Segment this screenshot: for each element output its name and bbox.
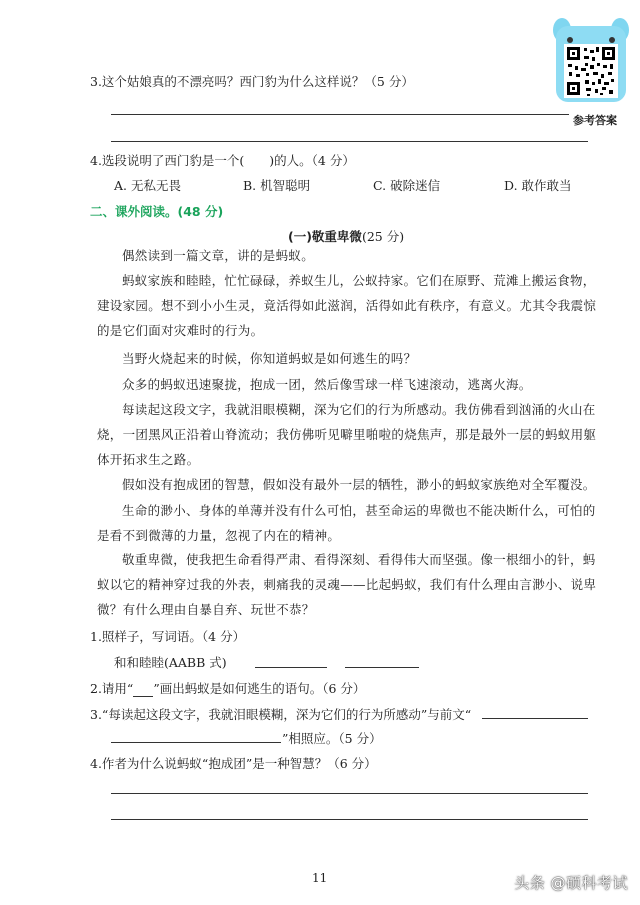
passage-paragraph: 众多的蚂蚁迅速聚拢，抱成一团，然后像雪球一样飞速滚动，逃离火海。	[122, 377, 532, 392]
passage-paragraph: 当野火烧起来的时候，你知道蚂蚁是如何逃生的吗？	[122, 351, 417, 366]
answer-label: 参考答案	[573, 114, 617, 127]
exercise-4: 4.作者为什么说蚂蚁“抱成团”是一种智慧？（6 分）	[90, 756, 377, 771]
answer-line[interactable]	[111, 793, 588, 794]
qr-code-icon	[552, 16, 630, 108]
question-4-prior: 4.选段说明了西门豹是一个( )的人。（4 分）	[90, 153, 355, 168]
answer-line[interactable]	[111, 114, 569, 115]
question-3-prior: 3.这个姑娘真的不漂亮吗？西门豹为什么这样说？（5 分）	[90, 74, 414, 89]
section-heading: 二、课外阅读。(48 分)	[90, 204, 224, 219]
passage-title-text: (一)敬重卑微	[288, 229, 362, 244]
passage-paragraph: 生命的渺小、身体的单薄并没有什么可怕，甚至命运的卑微也不能决断什么，可怕的是看不到微薄的力量，忽视了内在的精神。	[97, 503, 596, 543]
page-number: 11	[312, 871, 328, 885]
passage-score: (25 分)	[361, 229, 405, 244]
exercise-1-blank-2[interactable]	[345, 667, 419, 668]
exercise-3-before: 3.“每读起这段文字，我就泪眼模糊，深为它们的行为所感动”与前文“	[90, 707, 472, 722]
exercise-3-blank-1[interactable]	[482, 718, 588, 719]
exercise-3	[90, 705, 471, 723]
passage-paragraph: 每读起这段文字，我就泪眼模糊，深为它们的行为所感动。我仿佛看到汹涌的火山在烧，一团黑风正沿着山脊流动；我仿佛听见噼里啪啦的烧焦声，那是最外一层的蚂蚁用躯体开拓求生之路。	[97, 402, 597, 467]
exercise-2-after: ”画出蚂蚁是如何逃生的语句。（6 分）	[153, 681, 366, 696]
passage-paragraph: 假如没有抱成团的智慧，假如没有最外一层的牺牲，渺小的蚂蚁家族绝对全军覆没。	[122, 477, 596, 492]
exercise-2	[90, 679, 365, 697]
answer-line[interactable]	[111, 819, 588, 820]
answer-qr-badge[interactable]	[552, 16, 630, 108]
answer-line[interactable]	[111, 141, 588, 142]
exercise-2-before: 2.请用“	[90, 681, 134, 696]
option-b[interactable]: B. 机智聪明	[243, 178, 311, 193]
exercise-3-after: ”相照应。（5 分）	[282, 731, 382, 746]
wavy-underline-sample	[133, 686, 153, 697]
exercise-1-blank-1[interactable]	[255, 667, 327, 668]
passage-paragraph: 偶然读到一篇文章，讲的是蚂蚁。	[122, 248, 315, 263]
exercise-3-blank-2[interactable]	[111, 742, 281, 743]
passage-paragraph: 蚂蚁家族和睦睦，忙忙碌碌，养蚁生儿，公蚁持家。它们在原野、荒滩上搬运食物，建设家园。想不到小小生灵，竟活得如此滋润，活得如此有秩序，有意义。尤其令我震惊的是它们面对灾难时的行为。	[97, 273, 597, 338]
watermark: 头条 @硕科考试	[514, 874, 628, 892]
option-d[interactable]: D. 敢作敢当	[504, 178, 572, 193]
exercise-1: 1.照样子，写词语。（4 分）	[90, 629, 246, 644]
option-c[interactable]: C. 破除迷信	[373, 178, 441, 193]
passage-paragraph: 敬重卑微，使我把生命看得严肃、看得深刻、看得伟大而坚强。像一根细小的针，蚂蚁以它的精神穿过我的外表，刺痛我的灵魂——比起蚂蚁，我们有什么理由言渺小、说卑微？有什么理由自暴自弃、玩世不恭？	[97, 552, 597, 617]
option-a[interactable]: A. 无私无畏	[114, 178, 181, 193]
exercise-1-example: 和和睦睦(AABB 式)	[114, 655, 227, 670]
